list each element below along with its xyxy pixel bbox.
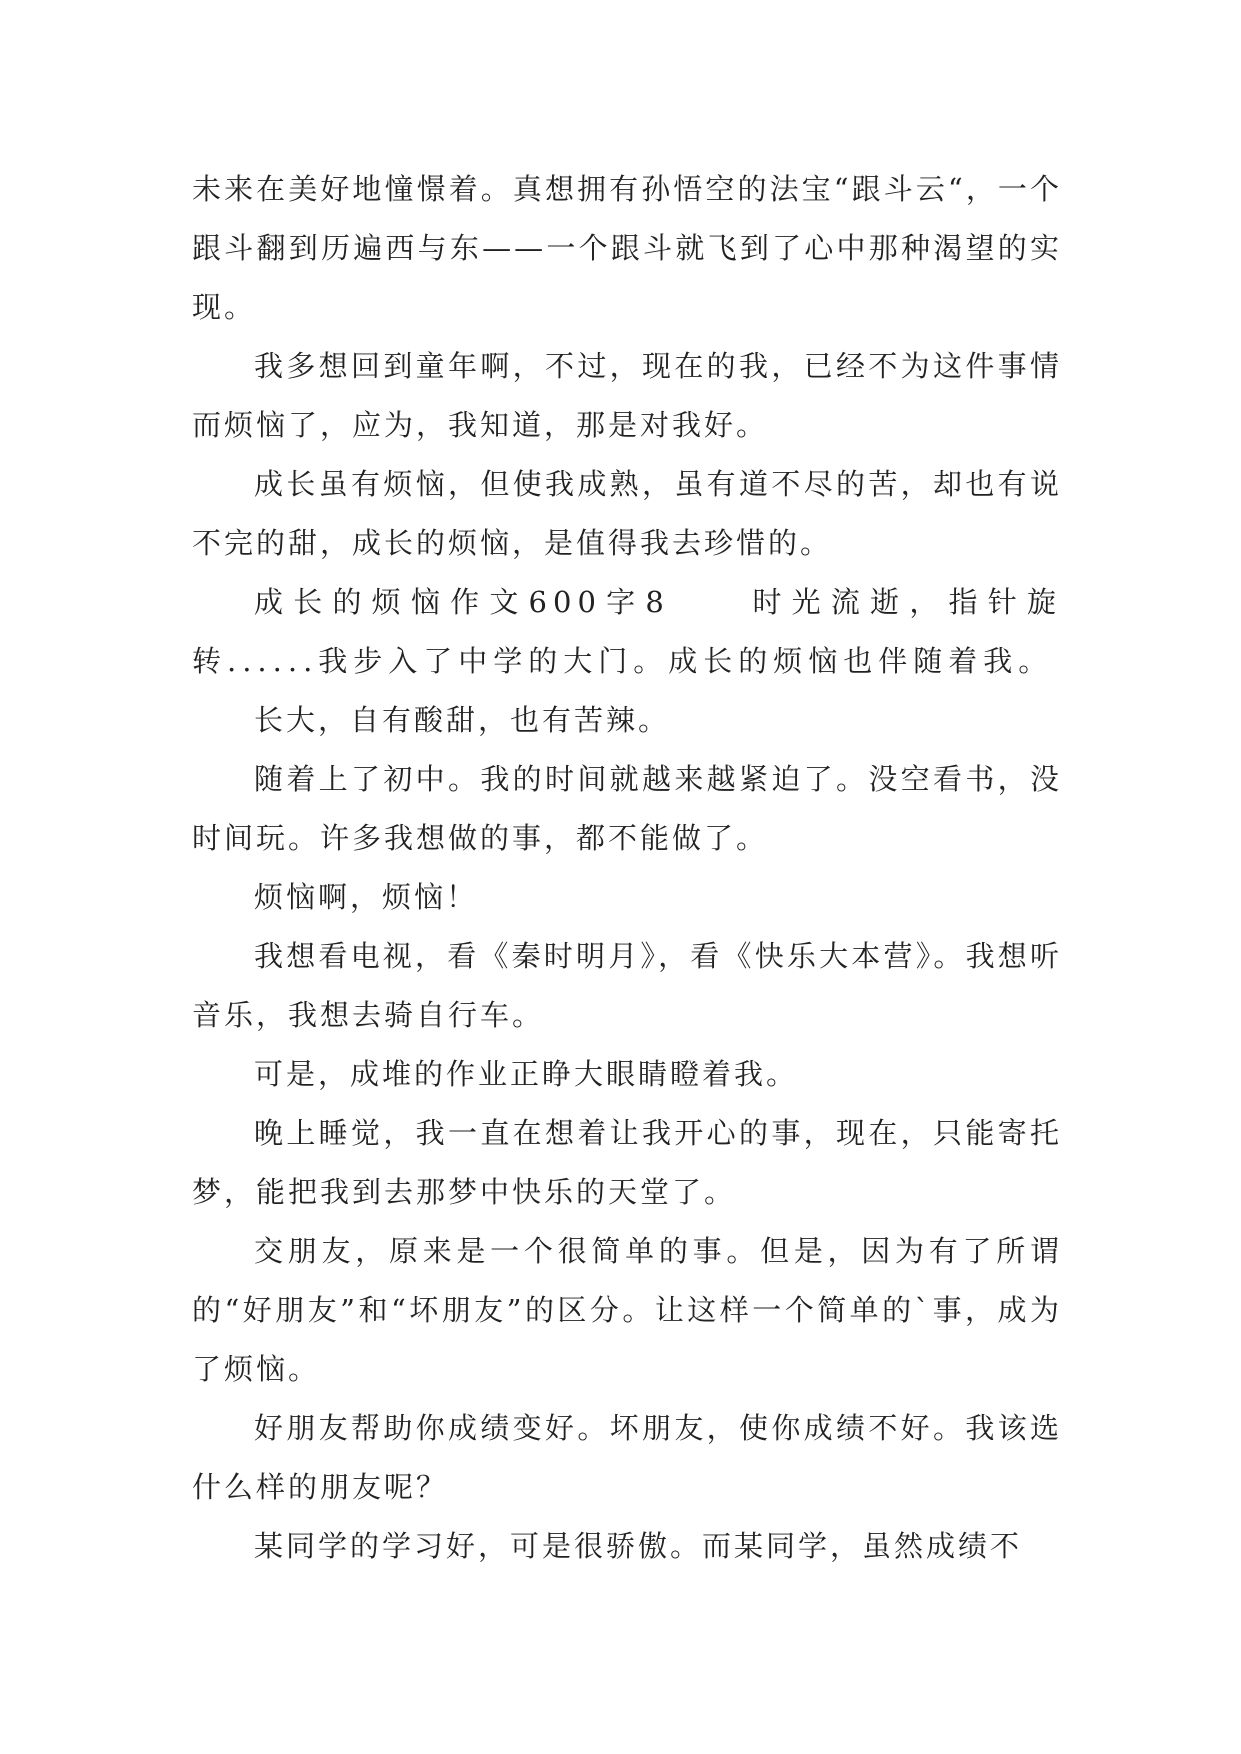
paragraph-6: 随着上了初中。我的时间就越来越紧迫了。没空看书，没时间玩。许多我想做的事，都不能做了。 (192, 762, 1062, 855)
paragraph-11: 交朋友，原来是一个很简单的事。但是，因为有了所谓的“好朋友”和“坏朋友”的区分。让这样一个简单的`事，成为了烦恼。 (192, 1234, 1062, 1386)
paragraph-2: 我多想回到童年啊，不过，现在的我，已经不为这件事情而烦恼了，应为，我知道，那是对我好。 (192, 349, 1062, 442)
paragraph-4: 成长的烦恼作文600字8 时光流逝，指针旋转......我步入了中学的大门。成长的烦恼也伴随着我。 (192, 585, 1062, 678)
paragraph-10: 晚上睡觉，我一直在想着让我开心的事，现在，只能寄托梦，能把我到去那梦中快乐的天堂了。 (192, 1116, 1062, 1209)
paragraph-8: 我想看电视，看《秦时明月》，看《快乐大本营》。我想听音乐，我想去骑自行车。 (192, 939, 1062, 1032)
paragraph-12: 好朋友帮助你成绩变好。坏朋友，使你成绩不好。我该选什么样的朋友呢？ (192, 1411, 1062, 1504)
paragraph-13: 某同学的学习好，可是很骄傲。而某同学，虽然成绩不 (254, 1529, 1023, 1563)
paragraph-1: 未来在美好地憧憬着。真想拥有孙悟空的法宝“跟斗云“，一个跟斗翻到历遍西与东——一个跟斗就飞到了心中那种渴望的实现。 (192, 172, 1062, 324)
paragraph-7: 烦恼啊，烦恼！ (254, 880, 479, 914)
paragraph-3: 成长虽有烦恼，但使我成熟，虽有道不尽的苦，却也有说不完的甜，成长的烦恼，是值得我去珍惜的。 (192, 467, 1062, 560)
document-body (192, 160, 1062, 1576)
paragraph-9: 可是，成堆的作业正睁大眼睛瞪着我。 (254, 1057, 799, 1091)
paragraph-5: 长大，自有酸甜，也有苦辣。 (254, 703, 671, 737)
